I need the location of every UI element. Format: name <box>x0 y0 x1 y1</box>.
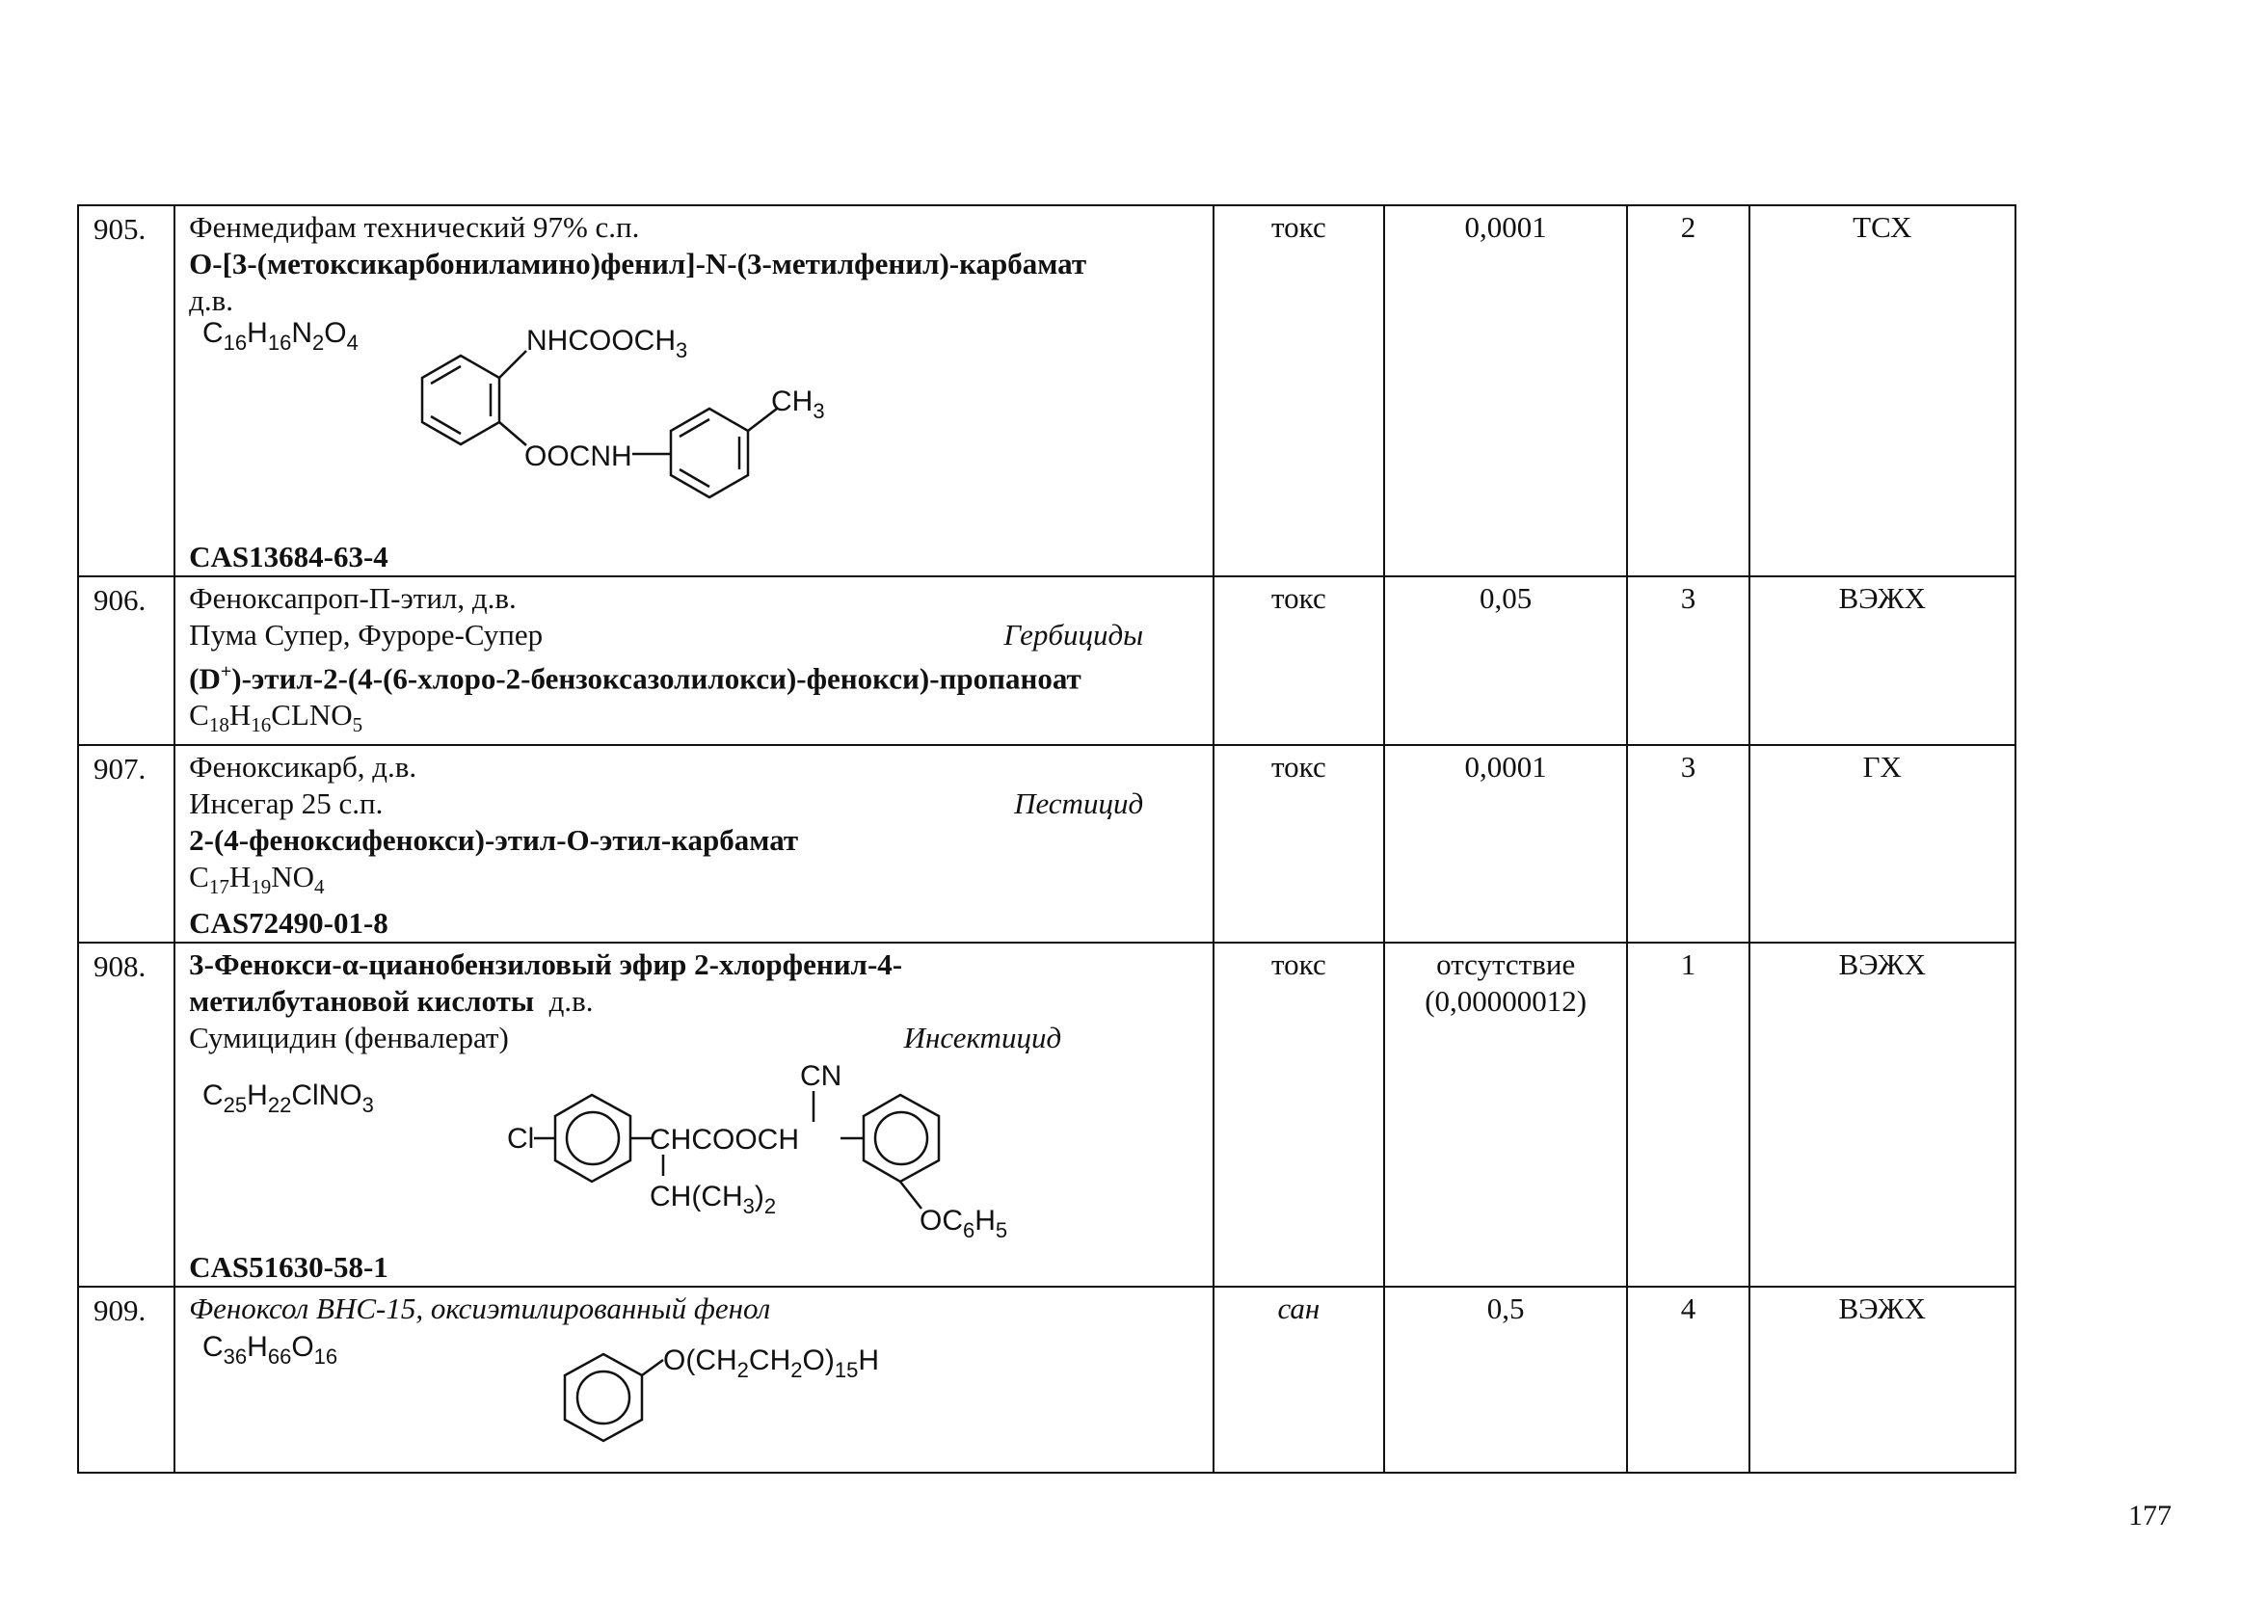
structure-905 <box>189 319 1203 539</box>
substance-cell <box>174 1287 1214 1473</box>
structural-formula <box>189 1327 1201 1472</box>
substance-cell <box>174 943 1214 1287</box>
table-row <box>78 1287 2015 1473</box>
hazard-class-cell: 4 <box>1627 1287 1748 1473</box>
trade-names: Пума Супер, Фуроре-Супер <box>189 618 544 652</box>
value-cell: 0,0001 <box>1384 205 1627 576</box>
structure-909 <box>189 1327 1203 1472</box>
nhcooch3-label: $NHCOOCH_3$ <box>526 325 688 362</box>
dv-label: д.в. <box>189 283 234 317</box>
cl-label: Cl <box>507 1122 535 1155</box>
row-number: 909. <box>78 1287 174 1473</box>
method-cell: ВЭЖХ <box>1749 1287 2015 1473</box>
page-number: 177 <box>2128 1500 2172 1531</box>
chemical-name: О-[3-(метоксикарбониламино)фенил]-N-(3-метилфенил)-карбамат <box>189 247 1087 280</box>
structural-formula <box>189 1056 1201 1249</box>
value-line1: отсутствие <box>1436 946 1576 981</box>
method-cell: ТСХ <box>1749 205 2015 576</box>
chemical-name-line2: метилбутановой кислоты д.в. <box>189 983 594 1018</box>
cas-number: CAS72490-01-8 <box>189 905 388 940</box>
molecular-formula: $C_{36}H_{66}O_{16}$ <box>202 1330 338 1369</box>
structural-formula <box>189 319 1201 539</box>
value-line2: (0,00000012) <box>1425 983 1588 1018</box>
chemical-name: (D+)-этил-2-(4-(6-хлоро-2-бензоксазолилокси)-фенокси)-пропаноат <box>189 661 1081 696</box>
ch3-label: $CH_3$ <box>771 386 825 423</box>
indicator-cell: сан <box>1214 1287 1384 1473</box>
value-cell <box>1384 943 1627 1287</box>
cas-number: CAS51630-58-1 <box>189 1249 388 1284</box>
oc6h5-label: $OC_6H_5$ <box>920 1204 1008 1242</box>
trade-names: Инсегар 25 с.п. <box>189 785 384 820</box>
table-row <box>78 745 2015 943</box>
cas-number: CAS13684-63-4 <box>189 540 388 573</box>
structure-908 <box>189 1056 1203 1249</box>
ch-ch3-label: $CH(CH_3)_2$ <box>650 1180 777 1218</box>
method-cell: ВЭЖХ <box>1749 943 2015 1287</box>
oocnh-label: OOCNH <box>524 440 632 472</box>
hazard-class-cell: 3 <box>1627 576 1748 745</box>
molecular-formula: $C_{16}H_{16}N_2O_4$ <box>202 319 359 355</box>
molecular-formula: $C_{17}H_{19}NO_4$ <box>189 859 325 898</box>
table-row <box>78 576 2015 745</box>
substance-cell <box>174 576 1214 745</box>
substance-cell <box>174 205 1214 576</box>
chemical-name-line1: 3-Фенокси-α-цианобензиловый эфир 2-хлорфенил-4- <box>189 946 903 981</box>
substances-table <box>77 204 2016 1474</box>
table-row <box>78 943 2015 1287</box>
method-cell: ГХ <box>1749 745 2015 943</box>
value-cell: 0,0001 <box>1384 745 1627 943</box>
indicator-cell: токс <box>1214 576 1384 745</box>
substance-name: Феноксикарб, д.в. <box>189 749 417 784</box>
indicator-cell: токс <box>1214 745 1384 943</box>
cn-label: CN <box>800 1059 842 1092</box>
row-number: 905. <box>78 205 174 576</box>
substance-name: Феноксапроп-П-этил, д.в. <box>189 581 517 615</box>
category-label: Инсектицид <box>903 1020 1062 1054</box>
method-cell: ВЭЖХ <box>1749 576 2015 745</box>
substance-cell <box>174 745 1214 943</box>
indicator-cell: токс <box>1214 943 1384 1287</box>
molecular-formula: $C_{25}H_{22}ClNO_3$ <box>202 1078 375 1117</box>
hazard-class-cell: 3 <box>1627 745 1748 943</box>
row-number: 907. <box>78 745 174 943</box>
category-label: Пестицид <box>1014 785 1144 820</box>
row-number: 906. <box>78 576 174 745</box>
hazard-class-cell: 1 <box>1627 943 1748 1287</box>
trade-row <box>189 785 1143 822</box>
row-number: 908. <box>78 943 174 1287</box>
table-row <box>78 205 2015 576</box>
substance-name: Фенмедифам технический 97% с.п. <box>189 210 640 244</box>
substance-name: Феноксол ВНС-15, оксиэтилированный фенол <box>189 1291 771 1325</box>
chain-label: CHCOOCH <box>650 1123 800 1156</box>
value-cell: 0,05 <box>1384 576 1627 745</box>
hazard-class-cell: 2 <box>1627 205 1748 576</box>
indicator-cell: токс <box>1214 205 1384 576</box>
molecular-formula: $C_{18}H_{16}CLNO_5$ <box>189 698 363 737</box>
trade-row <box>189 1020 1061 1056</box>
value-cell: 0,5 <box>1384 1287 1627 1473</box>
chemical-name: 2-(4-феноксифенокси)-этил-О-этил-карбамат <box>189 822 799 857</box>
ethoxylate-chain-label: $O(CH_2CH_2O)_{15}H$ <box>663 1344 880 1382</box>
category-label: Гербициды <box>1003 618 1144 652</box>
trade-row <box>189 617 1143 653</box>
trade-names: Сумицидин (фенвалерат) <box>189 1020 509 1054</box>
